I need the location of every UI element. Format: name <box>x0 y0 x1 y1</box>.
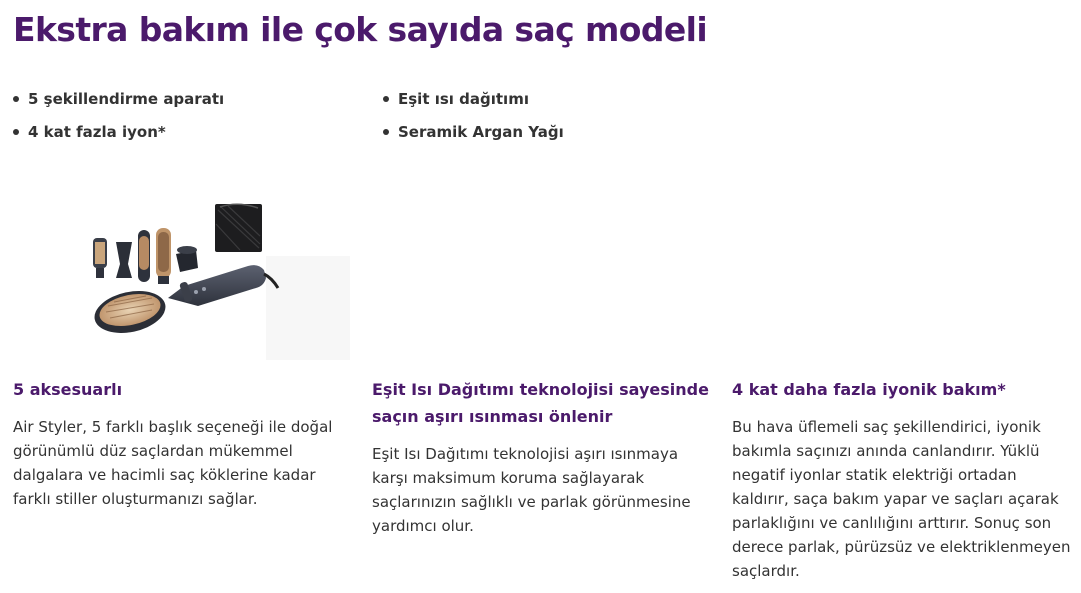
attachment-concentrator-icon <box>116 242 132 278</box>
bullet-text: Eşit ısı dağıtımı <box>398 89 529 108</box>
attachment-brush-icon <box>93 238 107 278</box>
feature-title: 5 aksesuarlı <box>13 380 123 399</box>
feature-bullets-right <box>383 82 564 148</box>
bullet-dot-icon <box>13 129 19 135</box>
page-title: Ekstra bakım ile çok sayıda saç modeli <box>13 10 708 49</box>
feature-bullets-left <box>13 82 224 148</box>
feature-column-accessories <box>13 376 353 511</box>
bullet-item <box>383 82 564 115</box>
feature-column-heat-distribution <box>372 376 712 538</box>
bullet-dot-icon <box>383 129 389 135</box>
feature-column-ionic-care <box>732 376 1072 583</box>
feature-title: Eşit Isı Dağıtımı teknolojisi sayesinde saçın aşırı ısınması önlenir <box>372 380 709 426</box>
bullet-text: Seramik Argan Yağı <box>398 122 564 141</box>
feature-title: 4 kat daha fazla iyonik bakım* <box>732 380 1006 399</box>
bullet-dot-icon <box>383 96 389 102</box>
bullet-item <box>13 82 224 115</box>
attachment-round-brush-icon <box>138 230 150 282</box>
attachment-diffuser-icon <box>176 246 198 272</box>
bullet-item <box>383 115 564 148</box>
bullet-item <box>13 115 224 148</box>
feature-description: Bu hava üflemeli saç şekillendirici, iyonik bakımla saçınızı anında canlandırır. Yüklü negatif iyonlar statik elektriği ortadan kaldırır, saça bakım yapar ve saçları açarak parlaklığını ve canlılığını arttırır. Sonuç son derece parlak, pürüzsüz ve elektriklenmeyen saçlardır. <box>732 418 1071 580</box>
feature-description: Eşit Isı Dağıtımı teknolojisi aşırı ısınmaya karşı maksimum koruma sağlayarak saçlarınızın sağlıklı ve parlak görünmesine yardımcı olur. <box>372 445 691 535</box>
attachment-volume-brush-icon <box>156 228 171 284</box>
storage-pouch-icon <box>215 204 262 252</box>
feature-description: Air Styler, 5 farklı başlık seçeneği ile doğal görünümlü düz saçlardan mükemmel dalgalara ve hacimli saç köklerine kadar farklı stiller oluşturmanızı sağlar. <box>13 418 333 508</box>
bullet-text: 4 kat fazla iyon* <box>28 122 166 141</box>
product-image <box>88 198 350 360</box>
bullet-text: 5 şekillendirme aparatı <box>28 89 225 108</box>
bullet-dot-icon <box>13 96 19 102</box>
